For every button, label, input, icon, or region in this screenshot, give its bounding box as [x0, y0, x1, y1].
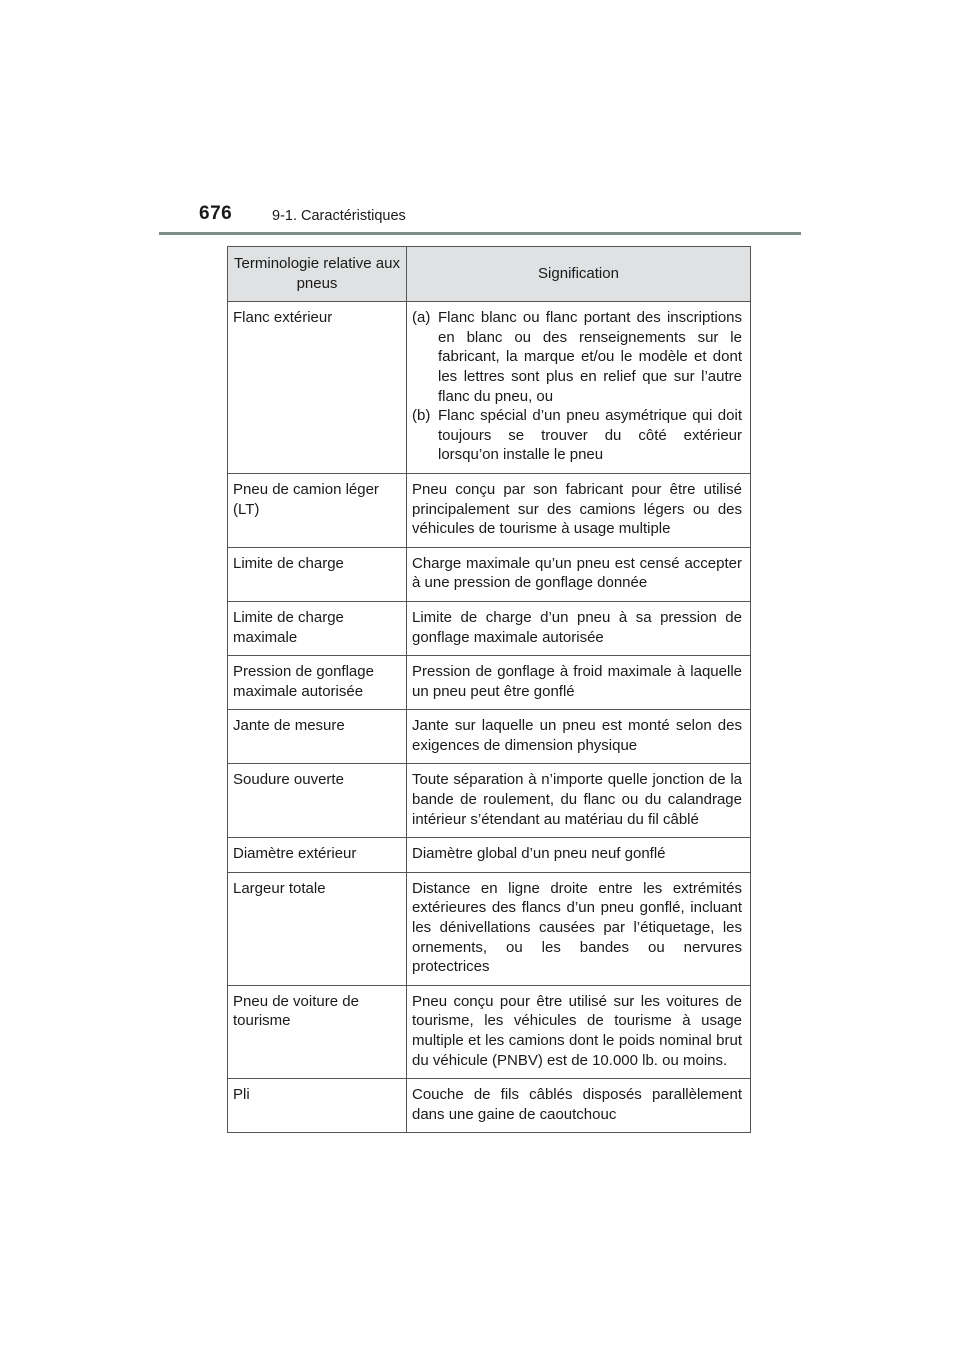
meaning-cell: Distance en ligne droite entre les extrémités extérieures des flancs d’un pneu gonflé, incluant les dénivellations causées par l’étiquetage, les ornements, ou les bandes ou nervures protectrices	[407, 872, 751, 985]
item-marker: (b)	[412, 407, 431, 425]
item-text: Flanc spécial d’un pneu asymétrique qui doit toujours se trouver du côté extérieur lorsqu’on installe le pneu	[438, 407, 742, 464]
table-row	[228, 473, 751, 547]
term-cell: Limite de charge	[228, 547, 407, 601]
term-cell: Jante de mesure	[228, 710, 407, 764]
list-item	[412, 406, 742, 465]
meaning-cell: Pression de gonflage à froid maximale à laquelle un pneu peut être gonflé	[407, 656, 751, 710]
table-row	[228, 656, 751, 710]
meaning-cell: Jante sur laquelle un pneu est monté selon des exigences de dimension physique	[407, 710, 751, 764]
header-rule	[159, 232, 801, 235]
term-cell: Limite de charge maximale	[228, 601, 407, 655]
table-row	[228, 302, 751, 474]
meaning-cell: Pneu conçu pour être utilisé sur les voitures de tourisme, les véhicules de tourisme à usage multiple et les camions dont le poids nominal brut du véhicule (PNBV) est de 10.000 lb. ou moins.	[407, 985, 751, 1078]
list-item	[412, 308, 742, 406]
term-cell: Flanc extérieur	[228, 302, 407, 474]
meaning-cell: Pneu conçu par son fabricant pour être utilisé principalement sur des camions légers ou des véhicules de tourisme à usage multiple	[407, 473, 751, 547]
term-cell: Pression de gonflage maximale autorisée	[228, 656, 407, 710]
term-cell: Pli	[228, 1079, 407, 1133]
table-row	[228, 547, 751, 601]
table-row	[228, 764, 751, 838]
column-header-meaning: Signification	[407, 247, 751, 302]
table-row	[228, 710, 751, 764]
term-cell: Soudure ouverte	[228, 764, 407, 838]
page-number: 676	[199, 203, 233, 224]
term-cell: Pneu de camion léger (LT)	[228, 473, 407, 547]
table-row	[228, 872, 751, 985]
meaning-cell: Toute séparation à n’importe quelle jonction de la bande de roulement, du flanc ou du calandrage intérieur s’étendant au matériau du fil câblé	[407, 764, 751, 838]
section-title: 9-1. Caractéristiques	[272, 208, 406, 224]
item-marker: (a)	[412, 309, 431, 327]
meaning-cell: Couche de fils câblés disposés parallèlement dans une gaine de caoutchouc	[407, 1079, 751, 1133]
item-text: Flanc blanc ou flanc portant des inscriptions en blanc ou des renseignements sur le fabricant, la marque et/ou le modèle et dont les lettres sont plus en relief que sur l’autre flanc du pneu, ou	[438, 309, 742, 405]
table-header-row	[228, 247, 751, 302]
meaning-cell: Diamètre global d’un pneu neuf gonflé	[407, 838, 751, 873]
term-cell: Largeur totale	[228, 872, 407, 985]
table-row	[228, 985, 751, 1078]
meaning-cell: Charge maximale qu’un pneu est censé accepter à une pression de gonflage donnée	[407, 547, 751, 601]
term-cell: Pneu de voiture de tourisme	[228, 985, 407, 1078]
table-row	[228, 838, 751, 873]
tire-terminology-table	[227, 246, 751, 1133]
term-cell: Diamètre extérieur	[228, 838, 407, 873]
column-header-term: Terminologie relative aux pneus	[228, 247, 407, 302]
table-row	[228, 1079, 751, 1133]
meaning-cell: Limite de charge d’un pneu à sa pression de gonflage maximale autorisée	[407, 601, 751, 655]
table-row	[228, 601, 751, 655]
meaning-cell	[407, 302, 751, 474]
